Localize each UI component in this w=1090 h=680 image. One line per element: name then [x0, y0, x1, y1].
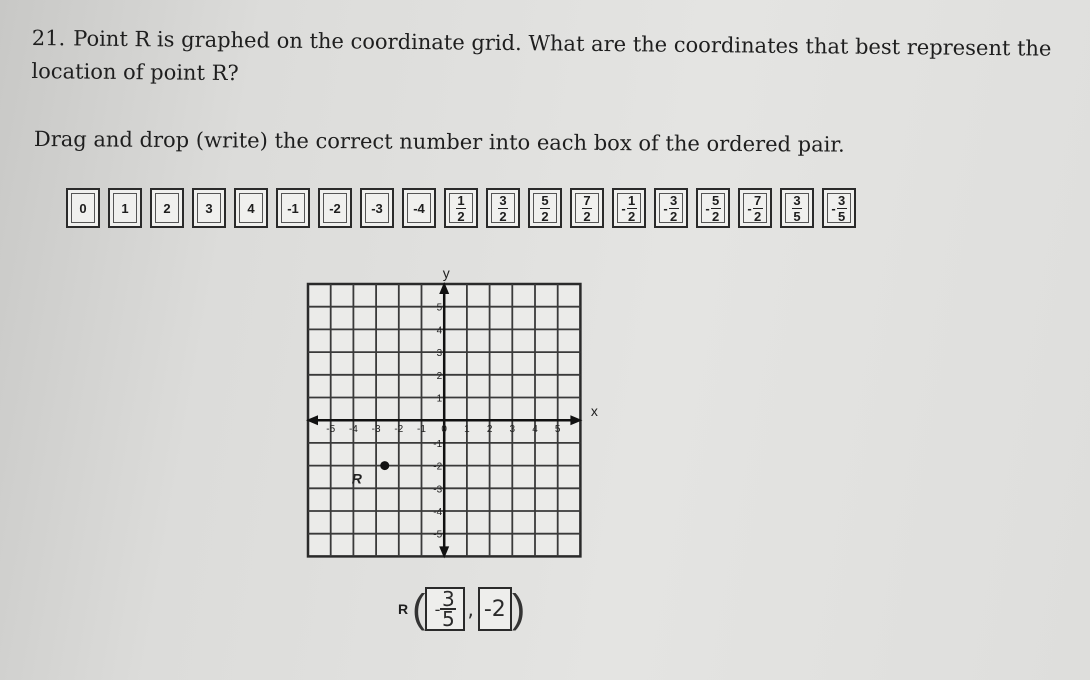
- x-tick-label: 5: [554, 424, 561, 436]
- answer-point-label: R: [398, 601, 409, 617]
- tile-denominator: 2: [541, 208, 549, 224]
- tile-value: 3: [205, 200, 213, 216]
- answer-tile-3-2[interactable]: [486, 188, 520, 228]
- question-line-1-text: Point R is graphed on the coordinate grid. What are the coordinates that best represent the: [73, 26, 1052, 61]
- tile-sign: -: [663, 200, 668, 216]
- tile-fraction: [456, 194, 466, 223]
- close-paren: ): [511, 587, 526, 631]
- tile-numerator: 5: [541, 192, 549, 208]
- tile-fraction: [540, 194, 550, 223]
- y-tick-label: -5: [433, 529, 443, 541]
- tile-numerator: 3: [838, 192, 846, 208]
- tile-value: -2: [329, 200, 341, 216]
- answer-tile-2[interactable]: [150, 188, 184, 228]
- tile-value: 1: [121, 200, 129, 216]
- tile-denominator: 2: [628, 208, 636, 224]
- tile-numerator: 7: [754, 192, 762, 208]
- answer-tile-neg1-2[interactable]: [612, 188, 646, 228]
- x-tick-label: -5: [326, 424, 336, 436]
- y-tick-label: 4: [436, 325, 443, 337]
- y-tick-label: -1: [433, 438, 443, 450]
- tile-fraction: [669, 194, 679, 223]
- tile-sign: -: [831, 200, 836, 216]
- answer-tile-neg3[interactable]: [360, 188, 394, 228]
- answer-tile-neg3-2[interactable]: [654, 188, 688, 228]
- tile-numerator: 3: [670, 192, 678, 208]
- point-r-label: R: [351, 470, 362, 487]
- tile-numerator: 1: [628, 192, 636, 208]
- tile-denominator: 2: [583, 208, 591, 224]
- x-tick-label: -1: [417, 424, 426, 436]
- y-tick-label: -3: [433, 484, 443, 496]
- answer-tile-7-2[interactable]: [570, 188, 604, 228]
- answer-tile-neg5-2[interactable]: [696, 188, 730, 228]
- tile-sign: -: [747, 200, 752, 216]
- x-tick-label: 3: [509, 424, 516, 436]
- answer-tile-1-2[interactable]: [444, 188, 478, 228]
- x-axis-label: x: [590, 403, 598, 420]
- tile-value: 4: [247, 200, 255, 216]
- coordinate-grid: [298, 262, 598, 562]
- answer-tile-1[interactable]: [108, 188, 142, 228]
- tile-value: 2: [163, 200, 171, 216]
- y-tick-label: 2: [436, 370, 443, 382]
- tile-numerator: 3: [793, 192, 801, 208]
- x-answer-denominator: 5: [441, 607, 455, 631]
- x-tick-label: 2: [486, 424, 493, 436]
- answer-tile-neg3-5[interactable]: [822, 188, 856, 228]
- x-tick-label: 4: [532, 424, 538, 436]
- tile-fraction: [582, 194, 592, 223]
- x-tick-label: -4: [348, 424, 358, 436]
- y-tick-label: 3: [436, 348, 443, 360]
- tile-denominator: 5: [838, 208, 846, 224]
- tile-value: 0: [79, 200, 87, 216]
- tile-fraction: [498, 194, 508, 223]
- ordered-pair-answer: [398, 587, 525, 631]
- answer-tile-neg2[interactable]: [318, 188, 352, 228]
- x-answer-fraction: [440, 587, 456, 631]
- answer-tile-neg4[interactable]: [402, 188, 436, 228]
- y-tick-label: -2: [433, 461, 443, 473]
- x-tick-label: 1: [464, 424, 470, 436]
- tile-value: -4: [413, 200, 425, 216]
- x-answer-numerator: 3: [441, 587, 455, 611]
- tile-sign: -: [621, 200, 626, 216]
- answer-tile-5-2[interactable]: [528, 188, 562, 228]
- y-answer-value: -2: [483, 596, 506, 622]
- question-text: [31, 22, 1062, 99]
- tile-denominator: 5: [793, 208, 801, 224]
- x-tick-label: -2: [394, 424, 404, 436]
- tile-fraction: [711, 194, 721, 223]
- tile-fraction: [753, 194, 763, 223]
- tile-numerator: 1: [457, 192, 465, 208]
- x-tick-label: 0: [441, 424, 447, 436]
- y-axis-label: y: [442, 265, 450, 281]
- tile-fraction: [792, 194, 802, 223]
- tile-fraction: [837, 194, 847, 223]
- y-tick-label: 5: [436, 302, 443, 314]
- tile-denominator: 2: [754, 208, 762, 224]
- tile-numerator: 3: [499, 192, 507, 208]
- y-tick-label: -4: [433, 507, 443, 518]
- answer-tile-0[interactable]: [66, 188, 100, 228]
- answer-comma: ,: [467, 597, 474, 621]
- tile-denominator: 2: [499, 208, 507, 224]
- answer-tile-3-5[interactable]: [780, 188, 814, 228]
- answer-tile-neg7-2[interactable]: [738, 188, 772, 228]
- instruction-text: Drag and drop (write) the correct number into each box of the ordered pair.: [33, 127, 845, 157]
- tile-numerator: 7: [583, 192, 591, 208]
- x-answer-sign: -: [434, 599, 441, 619]
- tile-value: -1: [287, 200, 299, 216]
- tile-denominator: 2: [670, 208, 678, 224]
- x-coordinate-box[interactable]: [425, 587, 465, 631]
- tile-denominator: 2: [457, 208, 465, 224]
- answer-tile-3[interactable]: [192, 188, 226, 228]
- answer-tile-4[interactable]: [234, 188, 268, 228]
- open-paren: (: [412, 587, 426, 631]
- tile-numerator: 5: [712, 192, 720, 208]
- tile-sign: -: [705, 200, 710, 216]
- y-coordinate-box[interactable]: [478, 587, 512, 631]
- x-tick-label: -3: [371, 424, 381, 436]
- question-line-2: location of point R?: [31, 58, 239, 86]
- question-number: 21.: [31, 25, 66, 51]
- point-r-marker: [380, 461, 389, 470]
- answer-tile-bank: [66, 188, 856, 228]
- tile-denominator: 2: [712, 208, 720, 224]
- tile-fraction: [627, 194, 637, 223]
- tile-value: -3: [371, 200, 383, 216]
- answer-tile-neg1[interactable]: [276, 188, 310, 228]
- y-tick-label: 1: [436, 393, 443, 405]
